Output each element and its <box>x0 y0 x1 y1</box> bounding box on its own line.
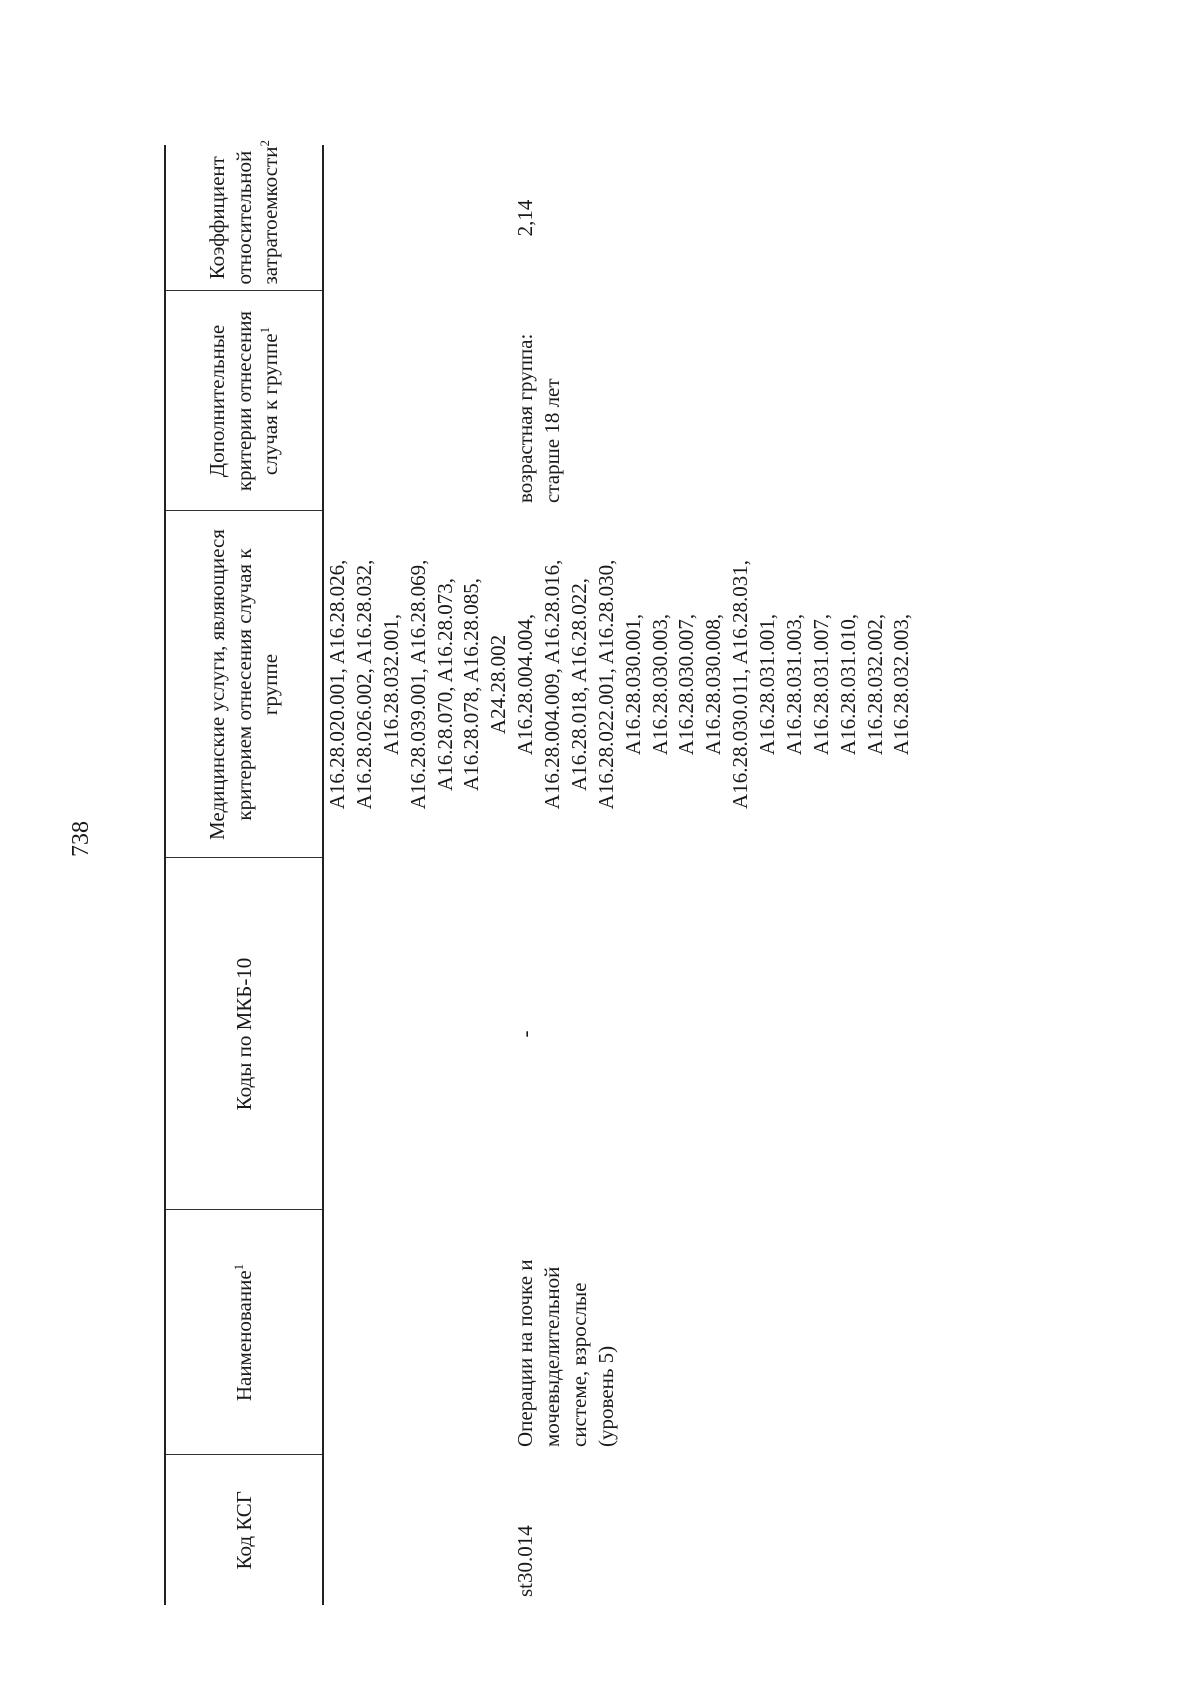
cell-extra <box>323 291 512 511</box>
service-line: A24.28.002 <box>486 634 511 735</box>
header-name: Наименование$^1$ <box>165 1210 323 1455</box>
service-line: A16.28.022.001, A16.28.030, <box>593 559 618 810</box>
cell-coef <box>323 145 512 291</box>
service-line: A16.28.039.001, A16.28.069, <box>405 559 430 810</box>
table-row-st30-014 <box>512 145 915 1605</box>
header-coef: Коэффициент относительной затратоемкости$^2$ <box>165 145 323 291</box>
table-row-continuation <box>323 145 512 1605</box>
header-mkb: Коды по МКБ-10 <box>165 858 323 1210</box>
cell-mkb: - <box>513 1030 538 1038</box>
service-line: A16.28.078, A16.28.085, <box>459 578 484 791</box>
cell-extra: возрастная группа: старше 18 лет <box>513 333 564 503</box>
header-services: Медицинские услуги, являющиеся критерием отнесения случая к группе <box>165 511 323 858</box>
cell-mkb <box>323 858 512 1210</box>
ksg-table <box>164 140 915 1605</box>
cell-code <box>323 1455 512 1605</box>
service-line: A16.28.031.007, <box>808 613 833 756</box>
cell-code: st30.014 <box>513 1525 538 1597</box>
service-line: A16.28.032.003, <box>889 613 914 756</box>
service-line: A16.28.030.008, <box>701 613 726 756</box>
cell-coef: 2,14 <box>513 199 538 237</box>
service-line: A16.28.031.003, <box>781 613 806 756</box>
cell-name <box>323 1210 512 1455</box>
service-line: A16.28.031.010, <box>835 613 860 756</box>
header-code: Код КСГ <box>165 1455 323 1605</box>
service-line: A16.28.026.002, A16.28.032, <box>351 559 376 810</box>
service-line: A16.28.020.001, A16.28.026, <box>325 559 349 810</box>
service-line: A16.28.031.001, <box>755 613 779 756</box>
header-extra: Дополнительные критерии отнесения случая к группе$^1$ <box>165 291 323 511</box>
service-line: A16.28.030.001, <box>620 613 645 756</box>
service-line: A16.28.032.001, <box>378 613 403 756</box>
service-line: A16.28.018, A16.28.022, <box>566 578 591 791</box>
service-line: A16.28.004.009, A16.28.016, <box>540 559 564 810</box>
table-header-row <box>165 145 323 1605</box>
service-line: A16.28.070, A16.28.073, <box>432 578 457 791</box>
cell-name: Операции на почке и мочевыделительной системе, взрослые (уровень 5) <box>513 1259 618 1447</box>
service-line: A16.28.004.004, <box>513 613 538 756</box>
cell-services <box>512 511 915 858</box>
service-line: A16.28.032.002, <box>862 613 887 756</box>
cell-services-continuation <box>323 511 512 858</box>
service-line: A16.28.030.011, A16.28.031, <box>728 560 753 809</box>
page-number: 738 <box>68 821 94 857</box>
service-line: A16.28.030.007, <box>674 613 699 756</box>
service-line: A16.28.030.003, <box>647 613 672 756</box>
